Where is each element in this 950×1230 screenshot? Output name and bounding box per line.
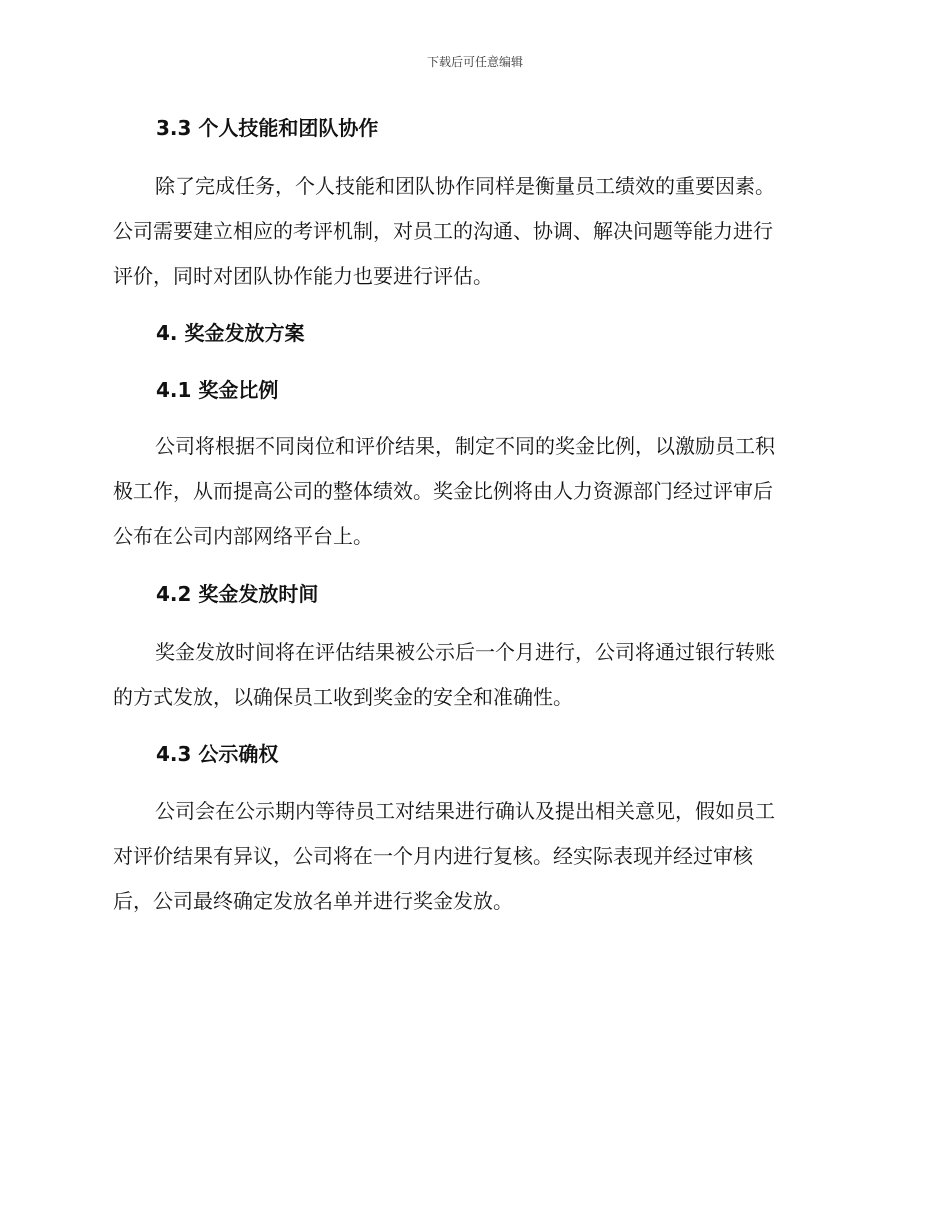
paragraph-line: 公司会在公示期内等待员工对结果进行确认及提出相关意见，假如员工 <box>155 799 775 823</box>
paragraph-3-3 <box>113 164 833 299</box>
paragraph-line: 公布在公司内部网络平台上。 <box>113 524 373 548</box>
section-heading-4-2: 4.2 奖金发放时间 <box>156 582 319 606</box>
paragraph-line: 后，公司最终确定发放名单并进行奖金发放。 <box>113 889 513 913</box>
section-heading-4-1: 4.1 奖金比例 <box>156 378 279 402</box>
section-heading-4: 4. 奖金发放方案 <box>156 321 305 345</box>
section-heading-3-3: 3.3 个人技能和团队协作 <box>156 116 379 140</box>
paragraph-line: 公司需要建立相应的考评机制，对员工的沟通、协调、解决问题等能力进行 <box>113 219 773 243</box>
paragraph-4-2 <box>113 630 833 720</box>
section-heading-4-3: 4.3 公示确权 <box>156 742 279 766</box>
paragraph-4-1 <box>113 424 833 559</box>
page-header: 下载后可任意编辑 <box>426 55 523 69</box>
paragraph-line: 评价，同时对团队协作能力也要进行评估。 <box>113 264 493 288</box>
paragraph-line: 奖金发放时间将在评估结果被公示后一个月进行，公司将通过银行转账 <box>155 640 775 664</box>
paragraph-line: 公司将根据不同岗位和评价结果，制定不同的奖金比例，以激励员工积 <box>155 434 775 458</box>
paragraph-line: 除了完成任务，个人技能和团队协作同样是衡量员工绩效的重要因素。 <box>155 174 775 198</box>
paragraph-line: 的方式发放，以确保员工收到奖金的安全和准确性。 <box>113 685 573 709</box>
paragraph-line: 对评价结果有异议，公司将在一个月内进行复核。经实际表现并经过审核 <box>113 844 753 868</box>
paragraph-line: 极工作，从而提高公司的整体绩效。奖金比例将由人力资源部门经过评审后 <box>113 479 773 503</box>
paragraph-4-3 <box>113 789 833 924</box>
